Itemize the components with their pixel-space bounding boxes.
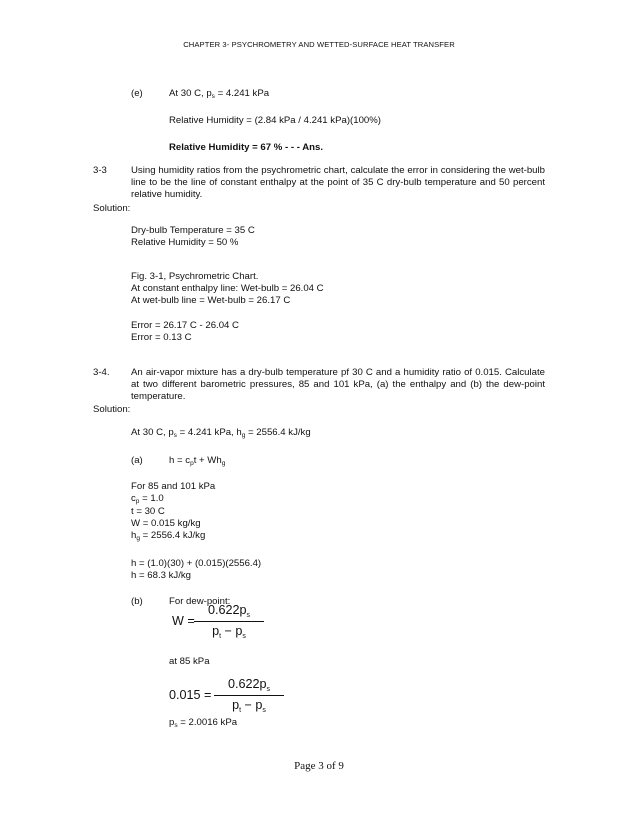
- chart-reference: Fig. 3-1, Psychrometric Chart.: [131, 271, 259, 282]
- solution-label: Solution:: [93, 404, 131, 415]
- error-line: Error = 26.17 C - 26.04 C: [131, 320, 239, 331]
- subscript: s: [266, 686, 271, 693]
- fraction-bar: [214, 695, 284, 696]
- subscript: t: [239, 707, 242, 714]
- text: = 4.241 kPa, h: [176, 427, 242, 438]
- subscript: t: [219, 633, 222, 640]
- subscript: s: [173, 432, 177, 439]
- subscript: s: [242, 633, 246, 640]
- problem-statement: An air-vapor mixture has a dry-bulb temperature pf 30 C and a humidity ratio of 0.015. Calculate at two different barometric pressures, 85 and 101 kPa, (a) the enthalpy and (b) the dew-point temperature.: [131, 367, 545, 402]
- text: At 30 C, p: [131, 427, 174, 438]
- chart-reading: At wet-bulb line = Wet-bulb = 26.17 C: [131, 295, 291, 306]
- denominator: [194, 624, 264, 640]
- text: c: [131, 493, 136, 504]
- subscript: p: [135, 498, 140, 505]
- text: − p: [221, 624, 243, 638]
- given-line: Dry-bulb Temperature = 35 C: [131, 225, 255, 236]
- subscript: s: [174, 722, 178, 729]
- numerator: [194, 603, 264, 619]
- enthalpy-formula: [169, 455, 225, 467]
- t-line: t = 30 C: [131, 506, 165, 517]
- problem-number: 3-4.: [93, 367, 110, 378]
- part-e-answer: Relative Humidity = 67 % - - - Ans.: [169, 142, 323, 153]
- pressures-line: For 85 and 101 kPa: [131, 481, 216, 492]
- text: t + Wh: [193, 455, 222, 466]
- w-line: W = 0.015 kg/kg: [131, 518, 201, 529]
- equation-lhs: 0.015 =: [169, 688, 212, 702]
- part-e-line2: Relative Humidity = (2.84 kPa / 4.241 kPa)(100%): [169, 115, 381, 126]
- text: p: [169, 717, 175, 728]
- text: = 4.241 kPa: [214, 88, 270, 99]
- chapter-header: CHAPTER 3- PSYCHROMETRY AND WETTED-SURFACE HEAT TRANSFER: [183, 40, 455, 49]
- enthalpy-result: h = 68.3 kJ/kg: [131, 570, 191, 581]
- humidity-ratio-fraction: [214, 677, 284, 717]
- text: = 1.0: [139, 493, 164, 504]
- solution-label: Solution:: [93, 203, 131, 214]
- enthalpy-calc: h = (1.0)(30) + (0.015)(2556.4): [131, 558, 262, 569]
- error-line: Error = 0.13 C: [131, 332, 192, 343]
- subscript: p: [190, 460, 194, 467]
- page-number: Page 3 of 9: [294, 760, 344, 772]
- text: p: [212, 624, 220, 638]
- problem-number: 3-3: [93, 165, 107, 176]
- denominator: [214, 698, 284, 714]
- subscript: s: [246, 612, 251, 619]
- ps-result: [169, 717, 237, 729]
- pressure-case: at 85 kPa: [169, 656, 210, 667]
- part-b-text: For dew-point:: [169, 596, 231, 607]
- given-line: [131, 427, 311, 439]
- part-b-label: (b): [131, 596, 143, 607]
- text: = 2556.4 kJ/kg: [245, 427, 311, 438]
- part-a-label: (a): [131, 455, 143, 466]
- cp-line: [131, 493, 164, 505]
- text: At 30 C, p: [169, 88, 212, 99]
- text: − p: [241, 698, 263, 712]
- text: = 2.0016 kPa: [177, 717, 238, 728]
- text: h: [131, 530, 137, 541]
- text: 0.622p: [227, 677, 267, 691]
- problem-statement: Using humidity ratios from the psychrometric chart, calculate the error in considering the wet-bulb line to be the line of constant enthalpy at the point of 35 C dry-bulb temperature and 50 percent relative humidity.: [131, 165, 545, 200]
- text: h = c: [169, 455, 191, 466]
- chart-reading: At constant enthalpy line: Wet-bulb = 26.04 C: [131, 283, 324, 294]
- fraction-bar: [194, 621, 264, 622]
- numerator: [214, 677, 284, 693]
- subscript: s: [262, 707, 266, 714]
- text: = 2556.4 kJ/kg: [139, 530, 206, 541]
- subscript: g: [241, 432, 246, 439]
- humidity-ratio-fraction: [194, 603, 264, 643]
- subscript: s: [211, 93, 215, 100]
- part-e-label: (e): [131, 88, 143, 99]
- text: p: [232, 698, 240, 712]
- subscript: g: [221, 460, 226, 467]
- given-line: Relative Humidity = 50 %: [131, 237, 239, 248]
- equation-lhs: W =: [172, 614, 195, 628]
- hg-line: [131, 530, 205, 542]
- subscript: g: [136, 535, 140, 542]
- part-e-line1: [169, 88, 269, 100]
- text: 0.622p: [207, 603, 247, 617]
